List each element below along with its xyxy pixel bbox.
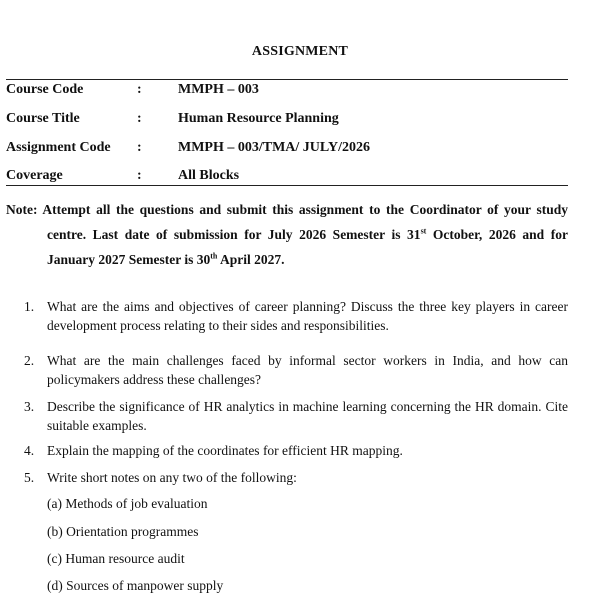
info-label: Assignment Code — [6, 140, 111, 155]
question-text: Write short notes on any two of the following: — [47, 470, 297, 485]
info-colon: : — [137, 111, 142, 126]
document-title: ASSIGNMENT — [251, 44, 349, 59]
question-item-2 — [6, 351, 568, 389]
question-text: What are the aims and objectives of career planning? Discuss the three key players in career development process relating to their sides and responsibilities. — [47, 299, 568, 333]
info-row-assignment-code — [6, 140, 568, 160]
info-row-course-title — [6, 111, 568, 131]
question-item-3 — [6, 397, 568, 435]
info-colon: : — [137, 140, 142, 155]
question-text: What are the main challenges faced by informal sector workers in India, and how can policymakers address these challenges? — [47, 353, 568, 387]
question-text: Explain the mapping of the coordinates for efficient HR mapping. — [47, 443, 403, 458]
question-number: 1. — [24, 299, 35, 314]
question-item-5 — [6, 468, 568, 487]
question-number: 4. — [24, 443, 35, 458]
subitem-b: (b) Orientation programmes — [47, 524, 199, 539]
question-item-4 — [6, 441, 568, 460]
info-value: Human Resource Planning — [178, 111, 339, 126]
info-label: Course Title — [6, 111, 80, 126]
info-colon: : — [137, 82, 142, 97]
subitem-a: (a) Methods of job evaluation — [47, 496, 208, 511]
table-bottom-rule — [6, 185, 568, 186]
info-value: MMPH – 003 — [178, 82, 259, 97]
subitem-d: (d) Sources of manpower supply — [47, 578, 224, 593]
note-sup-2: th — [210, 251, 218, 261]
note-text-1: Attempt all the questions and submit this assignment to the Coordinator of your study centre. Last date of submission for July 2026 Semester is 31 — [42, 202, 568, 242]
subitem-c: (c) Human resource audit — [47, 551, 185, 566]
note-sup-1: st — [420, 226, 427, 236]
table-top-rule — [6, 79, 568, 80]
info-row-course-code — [6, 82, 568, 102]
question-number: 3. — [24, 399, 35, 414]
note-paragraph — [6, 197, 568, 272]
question-number: 5. — [24, 470, 35, 485]
question-text: Describe the significance of HR analytics in machine learning concerning the HR domain. Cite suitable examples. — [47, 399, 568, 433]
question-item-1 — [6, 297, 568, 335]
info-value: MMPH – 003/TMA/ JULY/2026 — [178, 140, 370, 155]
note-text-2: October, 2026 and for January 2027 Semester is 30 — [47, 227, 568, 267]
question-number: 2. — [24, 353, 35, 368]
info-value: All Blocks — [178, 168, 240, 183]
note-label: Note: — [6, 202, 38, 217]
note-text-3: April 2027. — [217, 252, 285, 267]
info-label: Coverage — [6, 168, 63, 183]
info-colon: : — [137, 168, 142, 183]
info-label: Course Code — [6, 82, 84, 97]
